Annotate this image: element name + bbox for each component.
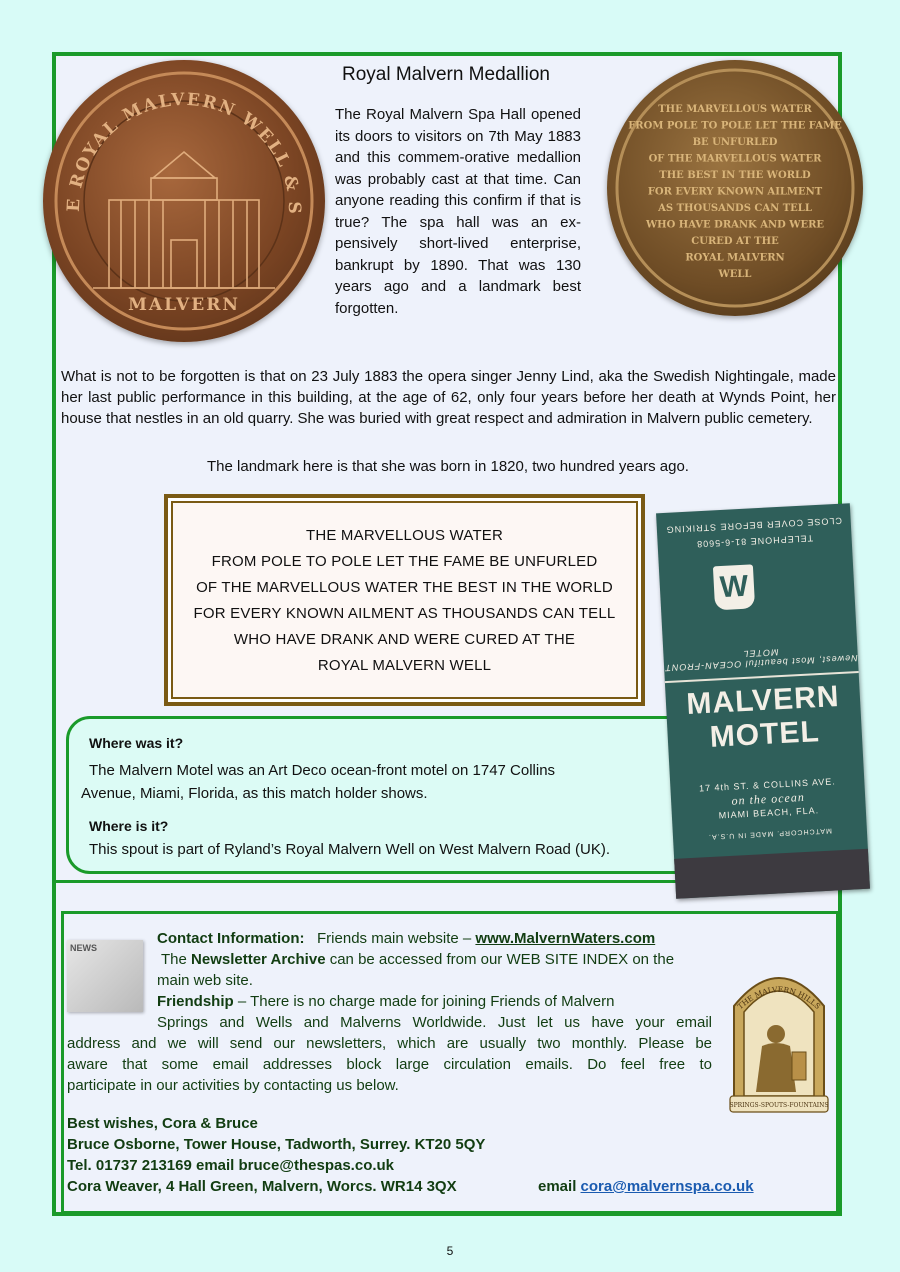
friendship-line2: Springs and Wells and Malverns Worldwide. Just let us have your email — [157, 1014, 712, 1031]
poem-line: WHO HAVE DRANK AND WERE CURED AT THE — [233, 631, 576, 648]
matchbook-image — [656, 503, 870, 899]
medallion-front-art — [43, 60, 325, 342]
contact-info-label: Contact Information: — [157, 930, 305, 947]
matchbook-address-line2: on the ocean — [731, 789, 806, 808]
jenny-lind-paragraph: What is not to be forgotten is that on 23 July 1883 the opera singer Jenny Lind, aka the Swedish Nightingale, made her last public performance in this building, at the age of 62, only four years before her death at Wynds Point, her house that nestles in an old quarry. She was buried with great respect and admiration in Malvern public cemetery. — [61, 368, 836, 427]
where-box — [66, 716, 746, 874]
newspaper-icon — [67, 940, 143, 1012]
medallion-front-rim-text: E ROYAL MALVERN WELL & S — [63, 89, 305, 216]
medallion-back-inscription-line: FROM POLE TO POLE LET THE FAME — [628, 120, 842, 132]
newspaper-label: NEWS — [70, 943, 97, 953]
website-link[interactable]: www.MalvernWaters.com — [475, 930, 656, 947]
poem-line: THE MARVELLOUS WATER — [305, 527, 504, 544]
badge-bottom-text: SPRINGS-SPOUTS-FOUNTAINS — [729, 1102, 829, 1109]
matchbook-telephone: TELEPHONE 81-6-5608 — [695, 533, 814, 550]
contact-info-line — [157, 928, 655, 949]
friendship-line3: address and we will send our newsletters, which are usually two monthly. Please be — [67, 1035, 712, 1052]
where-is-it-answer: This spout is part of Ryland’s Royal Malvern Well on West Malvern Road (UK). — [89, 841, 611, 858]
matchbook-address-line1: 17 4th ST. & COLLINS AVE. — [698, 776, 837, 794]
medallion-back-inscription-line: CURED AT THE — [691, 236, 779, 247]
archive-pre: The — [161, 951, 187, 968]
medallion-back-inscription-line: WHO HAVE DRANK AND WERE — [645, 219, 825, 231]
friendship-line1 — [157, 991, 712, 1012]
archive-post: can be accessed from our WEB SITE INDEX on the — [329, 951, 675, 968]
medallion-back-inscription-line: ROYAL MALVERN — [685, 252, 785, 264]
poem-line: FROM POLE TO POLE LET THE FAME BE UNFURLED — [211, 553, 598, 570]
medallion-back-art — [607, 60, 863, 316]
bruce-contact: Tel. 01737 213169 email bruce@thespas.co.uk — [67, 1157, 395, 1174]
matchbook-tagline: Newest, Most beautiful OCEAN-FRONT MOTEL — [664, 647, 858, 674]
cora-address: Cora Weaver, 4 Hall Green, Malvern, Worcs. WR14 3QX — [67, 1178, 457, 1195]
where-is-it-heading: Where is it? — [89, 818, 169, 834]
cora-email-link[interactable]: cora@malvernspa.co.uk — [580, 1178, 754, 1195]
medallion-back-inscription-line: FOR EVERY KNOWN AILMENT — [647, 186, 823, 198]
poem-line: OF THE MARVELLOUS WATER THE BEST IN THE WORLD — [196, 579, 613, 596]
landmark-line: The landmark here is that she was born in 1820, two hundred years ago. — [207, 458, 689, 475]
intro-paragraph: The Royal Malvern Spa Hall opened its doors to visitors on 7th May 1883 and this commem-orative medallion was probably cast at that time. Can anyone reading this confirm if that is true? The spa hall was an ex-pensively short-lived enterprise, bankrupt by 1890. That was 130 years ago and a landmark best forgotten. — [335, 106, 581, 317]
newsletter-archive-label: Newsletter Archive — [191, 951, 326, 968]
archive-line — [161, 949, 674, 970]
friendship-line4: aware that some email addresses block large circulation emails. Do feel free to — [67, 1056, 712, 1073]
matchbook-name-line2: MOTEL — [708, 715, 821, 754]
page-title: Royal Malvern Medallion — [341, 64, 551, 85]
where-was-it-answer-line1: The Malvern Motel was an Art Deco ocean-front motel on 1747 Collins — [89, 762, 556, 779]
where-was-it-answer-line2: Avenue, Miami, Florida, as this match holder shows. — [81, 785, 428, 802]
malvern-hills-badge — [726, 956, 832, 1118]
poem-box — [164, 494, 645, 706]
poem-line: FOR EVERY KNOWN AILMENT AS THOUSANDS CAN TELL — [193, 605, 616, 622]
matchbook-name-line1: MALVERN — [685, 680, 841, 721]
medallion-front-image — [43, 60, 325, 342]
bruce-address: Bruce Osborne, Tower House, Tadworth, Surrey. KT20 5QY — [67, 1136, 486, 1153]
website-prefix: Friends main website – — [317, 930, 472, 947]
poem-line: ROYAL MALVERN WELL — [317, 657, 492, 674]
medallion-back-inscription-line: WELL — [718, 269, 752, 280]
where-was-it-heading: Where was it? — [89, 735, 184, 751]
matchbook-logo: W — [713, 564, 755, 610]
matchbook-name — [665, 679, 862, 757]
friendship-label: Friendship — [157, 993, 234, 1010]
medallion-back-inscription-line: OF THE MARVELLOUS WATER — [648, 153, 822, 165]
medallion-back-inscription-line: THE MARVELLOUS WATER — [658, 104, 812, 115]
medallion-back-inscription-line: THE BEST IN THE WORLD — [659, 170, 811, 181]
cora-email — [538, 1178, 754, 1195]
badge-art — [726, 956, 832, 1118]
matchbook-address-line3: MIAMI BEACH, FLA. — [718, 805, 820, 821]
medallion-back-inscription-line: AS THOUSANDS CAN TELL — [658, 203, 812, 214]
page-number: 5 — [446, 1244, 454, 1258]
matchbook-address — [670, 773, 866, 825]
medallion-back-image — [607, 60, 863, 316]
cora-email-label: email — [538, 1178, 577, 1195]
badge-top-text: THE MALVERN HILLS — [735, 984, 823, 1011]
archive-line2: main web site. — [157, 972, 253, 989]
friendship-line5: participate in our activities by contacting us below. — [67, 1077, 399, 1094]
poem-text — [171, 501, 638, 699]
friendship-text1: – There is no charge made for joining Friends of Malvern — [237, 993, 615, 1010]
medallion-front-bottom-text: MALVERN — [128, 295, 240, 315]
matchbook-close-cover: CLOSE COVER BEFORE STRIKING — [665, 515, 843, 535]
best-wishes: Best wishes, Cora & Bruce — [67, 1115, 258, 1132]
matchbook-maker: MATCHCORP. MADE IN U.S.A. — [707, 826, 833, 841]
medallion-back-inscription-line: BE UNFURLED — [692, 137, 778, 148]
